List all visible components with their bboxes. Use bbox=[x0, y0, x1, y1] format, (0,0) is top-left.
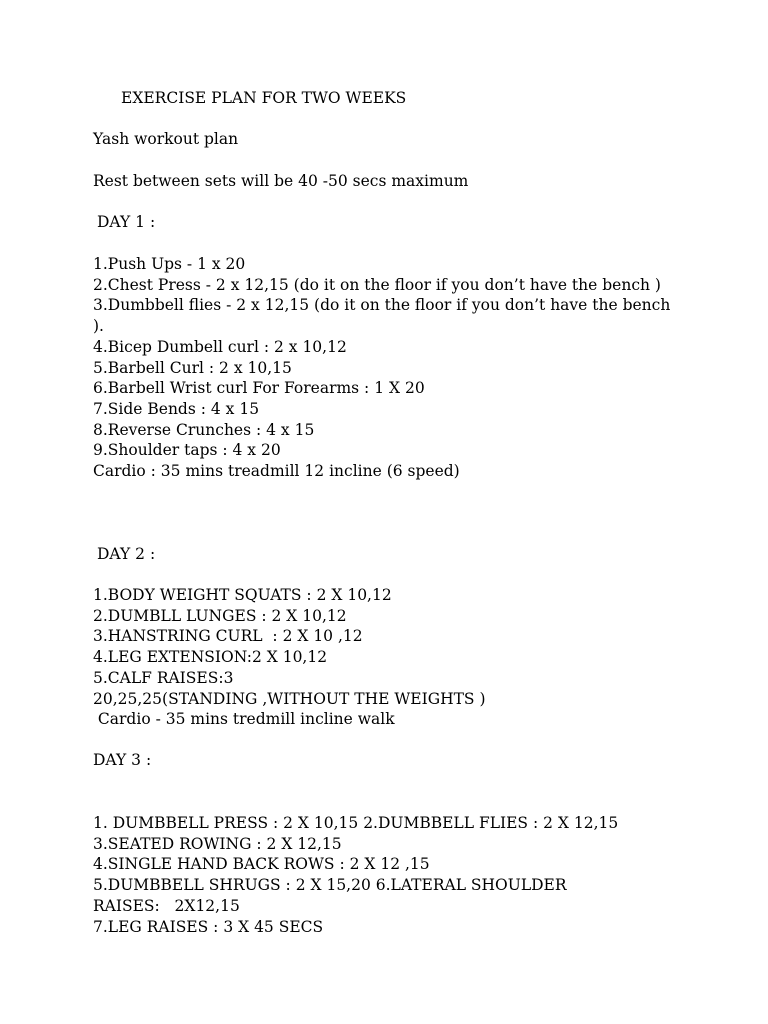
day2-item: 1.BODY WEIGHT SQUATS : 2 X 10,12 bbox=[93, 586, 392, 604]
day1-item: ). bbox=[93, 317, 104, 336]
day3-item: 7.LEG RAISES : 3 X 45 SECS bbox=[93, 917, 324, 936]
day1-item: 3.Dumbbell flies - 2 x 12,15 (do it on the floor if you don’t have the bench bbox=[93, 296, 671, 315]
day3-item: RAISES: 2X12,15 bbox=[93, 896, 240, 915]
day1-item: 4.Bicep Dumbell curl : 2 x 10,12 bbox=[93, 337, 347, 356]
day2-heading: DAY 2 : bbox=[97, 545, 156, 563]
day1-item: 8.Reverse Crunches : 4 x 15 bbox=[93, 420, 315, 439]
day3-heading: DAY 3 : bbox=[93, 751, 152, 769]
day3-item: 4.SINGLE HAND BACK ROWS : 2 X 12 ,15 bbox=[93, 855, 430, 874]
day2-cardio: Cardio - 35 mins tredmill incline walk bbox=[93, 710, 395, 729]
day3-item: 3.SEATED ROWING : 2 X 12,15 bbox=[93, 834, 342, 853]
day2-item: 4.LEG EXTENSION:2 X 10,12 bbox=[93, 648, 328, 667]
day1-item: 7.Side Bends : 4 x 15 bbox=[93, 399, 260, 418]
day1-cardio: Cardio : 35 mins treadmill 12 incline (6 speed) bbox=[93, 462, 460, 480]
day1-item: 1.Push Ups - 1 x 20 bbox=[93, 255, 246, 273]
day1-item: 2.Chest Press - 2 x 12,15 (do it on the floor if you don’t have the bench ) bbox=[93, 275, 661, 294]
day3-item: 5.DUMBBELL SHRUGS : 2 X 15,20 6.LATERAL SHOULDER bbox=[93, 876, 567, 895]
rest-note: Rest between sets will be 40 -50 secs maximum bbox=[93, 172, 469, 190]
day1-item: 5.Barbell Curl : 2 x 10,15 bbox=[93, 358, 292, 377]
day1-heading: DAY 1 : bbox=[97, 213, 156, 231]
day2-item: 5.CALF RAISES:3 bbox=[93, 668, 234, 687]
day1-item: 6.Barbell Wrist curl For Forearms : 1 X 20 bbox=[93, 379, 425, 398]
day1-item: 9.Shoulder taps : 4 x 20 bbox=[93, 441, 281, 460]
day2-item: 20,25,25(STANDING ,WITHOUT THE WEIGHTS ) bbox=[93, 689, 486, 708]
day2-item: 2.DUMBLL LUNGES : 2 X 10,12 bbox=[93, 606, 347, 625]
document-subtitle: Yash workout plan bbox=[93, 130, 239, 148]
day2-item: 3.HANSTRING CURL : 2 X 10 ,12 bbox=[93, 627, 363, 646]
document-title: EXERCISE PLAN FOR TWO WEEKS bbox=[121, 89, 407, 107]
day3-item: 1. DUMBBELL PRESS : 2 X 10,15 2.DUMBBELL FLIES : 2 X 12,15 bbox=[93, 814, 619, 832]
